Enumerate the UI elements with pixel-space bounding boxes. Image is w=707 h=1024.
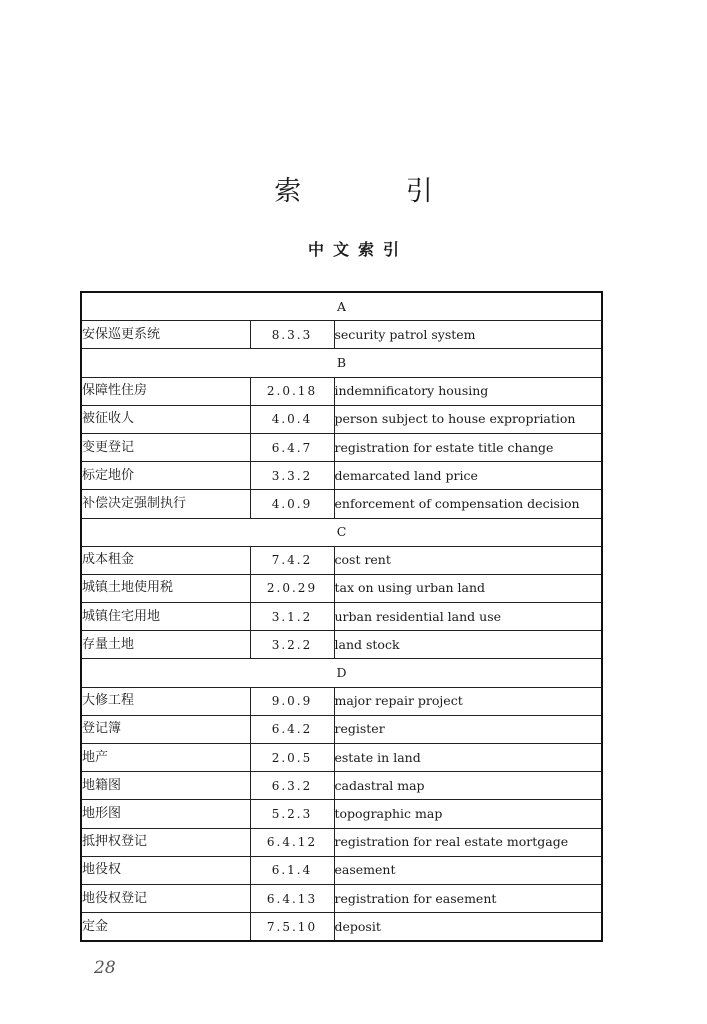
clause-number: 3.1.2: [250, 603, 334, 631]
chinese-term: 地产: [81, 744, 250, 772]
section-header-row: [81, 292, 602, 321]
clause-number: 7.5.10: [250, 913, 334, 942]
english-term: registration for easement: [334, 884, 602, 912]
chinese-term: 被征收人: [81, 405, 250, 433]
page-title: 索 引: [274, 176, 481, 207]
english-term: registration for estate title change: [334, 433, 602, 461]
table-row: [81, 744, 602, 772]
clause-number: 4.0.9: [250, 490, 334, 518]
english-term: person subject to house expropriation: [334, 405, 602, 433]
page-number: 28: [94, 958, 116, 978]
english-term: land stock: [334, 631, 602, 659]
section-letter: D: [81, 659, 602, 687]
table-row: [81, 462, 602, 490]
chinese-term: 城镇土地使用税: [81, 574, 250, 602]
english-term: easement: [334, 856, 602, 884]
table-row: [81, 603, 602, 631]
chinese-term: 补偿决定强制执行: [81, 490, 250, 518]
english-term: enforcement of compensation decision: [334, 490, 602, 518]
index-table: [80, 291, 603, 942]
chinese-term: 登记簿: [81, 715, 250, 743]
table-row: [81, 772, 602, 800]
index-table-body: [81, 292, 602, 941]
english-term: cadastral map: [334, 772, 602, 800]
clause-number: 6.4.2: [250, 715, 334, 743]
table-row: [81, 913, 602, 942]
chinese-term: 安保巡更系统: [81, 321, 250, 349]
table-row: [81, 800, 602, 828]
clause-number: 4.0.4: [250, 405, 334, 433]
clause-number: 9.0.9: [250, 687, 334, 715]
clause-number: 2.0.29: [250, 574, 334, 602]
section-header-row: [81, 518, 602, 546]
clause-number: 7.4.2: [250, 546, 334, 574]
clause-number: 6.4.12: [250, 828, 334, 856]
english-term: estate in land: [334, 744, 602, 772]
english-term: cost rent: [334, 546, 602, 574]
table-row: [81, 828, 602, 856]
clause-number: 2.0.18: [250, 377, 334, 405]
section-header-row: [81, 659, 602, 687]
english-term: urban residential land use: [334, 603, 602, 631]
section-letter: C: [81, 518, 602, 546]
section-header-row: [81, 349, 602, 377]
english-term: demarcated land price: [334, 462, 602, 490]
section-letter: A: [81, 292, 602, 321]
chinese-term: 定金: [81, 913, 250, 942]
chinese-term: 标定地价: [81, 462, 250, 490]
clause-number: 6.1.4: [250, 856, 334, 884]
table-row: [81, 321, 602, 349]
table-row: [81, 377, 602, 405]
chinese-term: 变更登记: [81, 433, 250, 461]
table-row: [81, 631, 602, 659]
table-row: [81, 433, 602, 461]
clause-number: 5.2.3: [250, 800, 334, 828]
table-row: [81, 574, 602, 602]
table-row: [81, 884, 602, 912]
clause-number: 2.0.5: [250, 744, 334, 772]
chinese-term: 存量土地: [81, 631, 250, 659]
table-row: [81, 405, 602, 433]
english-term: tax on using urban land: [334, 574, 602, 602]
english-term: register: [334, 715, 602, 743]
chinese-term: 抵押权登记: [81, 828, 250, 856]
chinese-term: 地役权登记: [81, 884, 250, 912]
chinese-term: 地形图: [81, 800, 250, 828]
table-row: [81, 715, 602, 743]
table-row: [81, 687, 602, 715]
english-term: topographic map: [334, 800, 602, 828]
english-term: indemnificatory housing: [334, 377, 602, 405]
chinese-term: 地役权: [81, 856, 250, 884]
table-row: [81, 490, 602, 518]
chinese-term: 成本租金: [81, 546, 250, 574]
clause-number: 8.3.3: [250, 321, 334, 349]
chinese-term: 地籍图: [81, 772, 250, 800]
chinese-term: 城镇住宅用地: [81, 603, 250, 631]
chinese-term: 大修工程: [81, 687, 250, 715]
english-term: security patrol system: [334, 321, 602, 349]
clause-number: 6.4.13: [250, 884, 334, 912]
english-term: major repair project: [334, 687, 602, 715]
clause-number: 6.4.7: [250, 433, 334, 461]
english-term: registration for real estate mortgage: [334, 828, 602, 856]
index-subtitle: 中文索引: [307, 240, 408, 259]
clause-number: 6.3.2: [250, 772, 334, 800]
table-row: [81, 546, 602, 574]
clause-number: 3.3.2: [250, 462, 334, 490]
table-row: [81, 856, 602, 884]
section-letter: B: [81, 349, 602, 377]
chinese-term: 保障性住房: [81, 377, 250, 405]
clause-number: 3.2.2: [250, 631, 334, 659]
english-term: deposit: [334, 913, 602, 942]
